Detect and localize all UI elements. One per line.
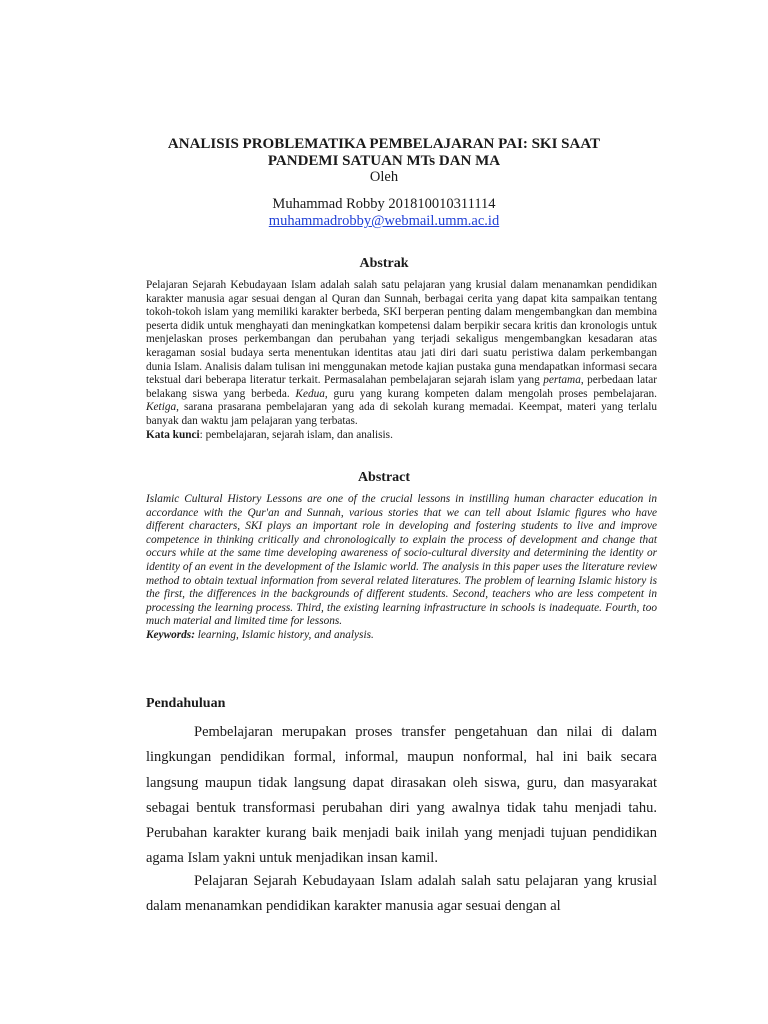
abstract-paragraph: Islamic Cultural History Lessons are one of the crucial lessons in instilling human character education in accordance with the Qur'an and Sunnah, various stories that we can tell about Islamic figures who have different characters, SKI plays an important role in developing and fostering students to live and improve competence in thinking critically and chronologically to explain the process of development and change that occurs while at the same time developing awareness of socio-cultural diversity and determining the identity or identity of an event in the development of the Islamic world. The analysis in this paper uses the literature review method to obtain textual information from several related literatures. The problem of learning Islamic history is the first, the differences in the backgrounds of different students. Second, teachers who are less competent in processing the learning process. Third, the existing learning infrastructure in schools is inadequate. Fourth, too much material and limited time for lessons. bbox=[146, 493, 657, 628]
author-line: Muhammad Robby 201810010311114 bbox=[272, 196, 496, 212]
section-heading-pendahuluan: Pendahuluan bbox=[146, 696, 226, 711]
body-paragraph-2-text: Pelajaran Sejarah Kebudayaan Islam adalah salah satu pelajaran yang krusial dalam menanamkan pendidikan karakter manusia agar sesuai dengan al bbox=[146, 873, 657, 915]
abstrak-text-4: , sarana prasarana pembelajaran yang ada di sekolah kurang memadai. Keempat, materi yang terlalu banyak dan waktu jam pelajaran yang terbatas. bbox=[146, 401, 657, 427]
byline: Oleh bbox=[369, 169, 399, 185]
abstrak-keywords-value: : pembelajaran, sejarah islam, dan analisis. bbox=[199, 428, 393, 441]
abstrak-term-second: Kedua bbox=[295, 387, 325, 400]
abstrak-text-2: , perbedaan latar belakang siswa yang berbeda. bbox=[146, 374, 658, 400]
abstrak-heading: Abstrak bbox=[359, 256, 409, 271]
abstract-heading: Abstract bbox=[357, 470, 411, 485]
body-paragraph-1-text: Pembelajaran merupakan proses transfer pengetahuan dan nilai di dalam lingkungan pendidikan formal, informal, maupun nonformal, hal ini baik secara langsung maupun tidak langsung dapat dirasakan oleh siswa, guru, dan masyarakat sebagai bentuk transformasi perubahan diri yang awalnya tidak tahu menjadi tahu. Perubahan karakter kurang baik menjadi baik inilah yang menjadi tujuan pendidikan agama Islam yakni untuk menjadikan insan kamil. bbox=[146, 724, 657, 867]
author-email-link[interactable]: muhammadrobby@webmail.umm.ac.id bbox=[268, 213, 500, 229]
abstrak-body bbox=[146, 279, 657, 442]
abstrak-term-third: Ketiga bbox=[146, 401, 177, 414]
paper-title: ANALISIS PROBLEMATIKA PEMBELAJARAN PAI: SKI SAAT PANDEMI SATUAN MTs DAN MA bbox=[167, 136, 601, 169]
abstrak-term-first: pertama bbox=[543, 374, 581, 387]
abstrak-keywords-label: Kata kunci bbox=[146, 428, 200, 441]
abstrak-paragraph bbox=[146, 279, 657, 429]
abstrak-text-1: Pelajaran Sejarah Kebudayaan Islam adalah salah satu pelajaran yang krusial dalam menanamkan pendidikan karakter manusia agar sesuai dengan al Quran dan Sunnah, berbagai cerita yang dapat kita sampaikan tentang tokoh-tokoh islam yang memiliki karakter berbeda, SKI berperan penting dalam mengembangkan dan membina peserta didik untuk menghayati dan meningkatkan kompetensi dalam berpikir secara kritis dan kronologis untuk menjelaskan proses perkembangan dan perubahan yang terjadi sekaligus mengembangkan kesadaran atas keragaman sosial budaya serta menentukan identitas atau jati diri dari suatu peristiwa dalam perkembangan dunia Islam. Analisis dalam tulisan ini menggunakan metode kajian pustaka guna mendapatkan informasi secara tekstual dari beberapa literatur terkait. Permasalahan pembelajaran sejarah islam yang bbox=[146, 279, 657, 387]
abstract-body bbox=[146, 493, 657, 643]
abstrak-keywords bbox=[146, 429, 657, 443]
abstrak-text-3: , guru yang kurang kompeten dalam mengolah proses pembelajaran. bbox=[324, 387, 657, 400]
abstract-keywords-value: learning, Islamic history, and analysis. bbox=[194, 628, 374, 641]
body-paragraph-1 bbox=[146, 720, 657, 872]
body-paragraph-2 bbox=[146, 869, 657, 920]
abstract-keywords-label: Keywords: bbox=[146, 628, 195, 641]
abstract-keywords bbox=[146, 629, 657, 643]
